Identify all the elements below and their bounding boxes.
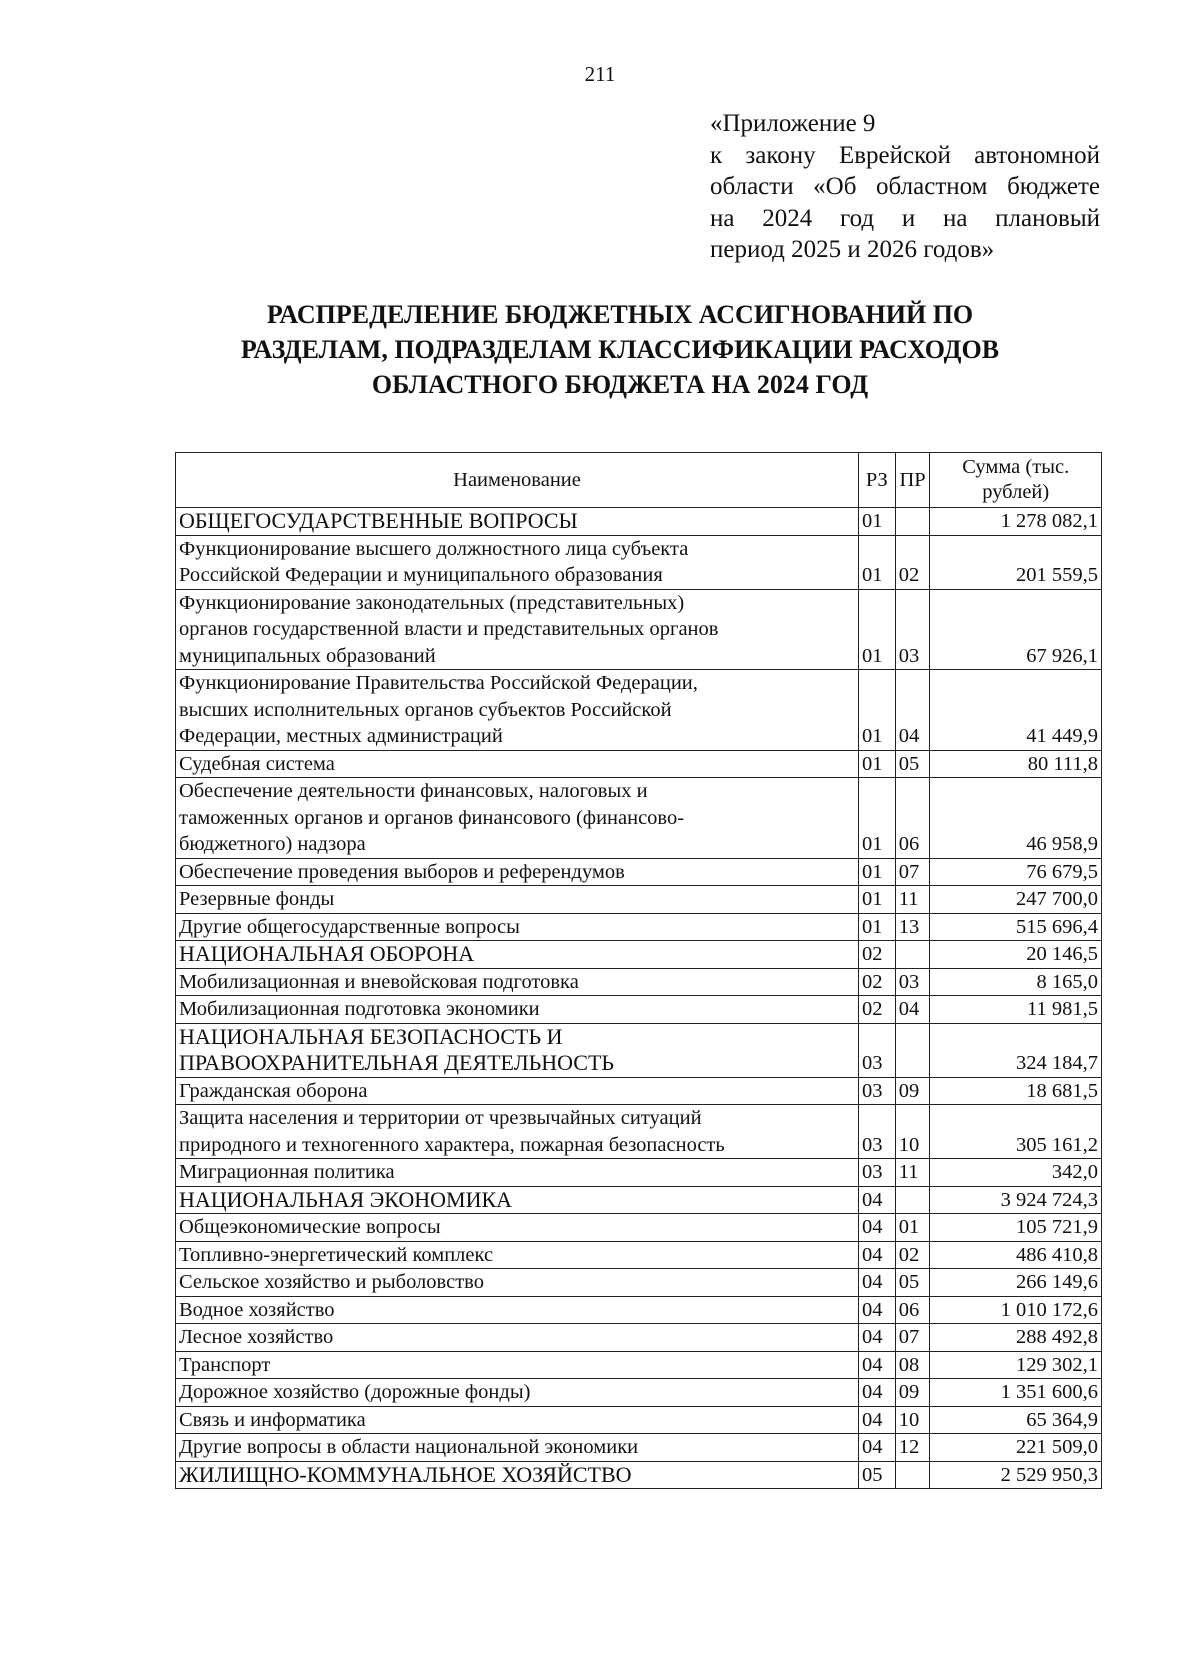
row-sum: 486 410,8	[930, 1241, 1102, 1269]
row-name-line: Функционирование Правительства Российской Федерации,	[179, 672, 698, 694]
row-pr: 05	[895, 750, 930, 778]
table-row	[176, 886, 1102, 914]
row-name	[176, 1406, 859, 1434]
table-row	[176, 1105, 1102, 1159]
row-sum: 1 351 600,6	[930, 1379, 1102, 1407]
row-pr: 06	[895, 778, 930, 859]
appendix-note	[710, 108, 1100, 266]
appendix-line: к закону Еврейской автономной	[710, 141, 1100, 169]
title-line: РАСПРЕДЕЛЕНИЕ БЮДЖЕТНЫХ АССИГНОВАНИЙ ПО	[266, 300, 974, 329]
row-name-line: Гражданская оборона	[179, 1079, 368, 1102]
row-name	[176, 996, 859, 1024]
row-rz: 04	[859, 1296, 896, 1324]
row-name	[176, 913, 859, 941]
table-row	[176, 1077, 1102, 1105]
row-name	[176, 1159, 859, 1187]
row-name-line: Мобилизационная подготовка экономики	[179, 998, 540, 1020]
row-sum: 247 700,0	[930, 886, 1102, 914]
row-pr: 10	[895, 1105, 930, 1159]
row-sum: 324 184,7	[930, 1023, 1102, 1077]
row-rz: 01	[859, 778, 896, 859]
row-name-line: высших исполнительных органов субъектов Российской	[179, 698, 672, 721]
row-pr: 06	[895, 1296, 930, 1324]
row-sum: 129 302,1	[930, 1351, 1102, 1379]
row-rz: 02	[859, 968, 896, 996]
row-pr	[895, 1023, 930, 1077]
header-rz: РЗ	[859, 453, 896, 508]
table-row	[176, 1269, 1102, 1297]
table-row	[176, 750, 1102, 778]
row-name-line: природного и техногенного характера, пожарная безопасность	[179, 1133, 725, 1156]
row-pr: 01	[895, 1214, 930, 1242]
row-sum: 8 165,0	[930, 968, 1102, 996]
row-name-line: таможенных органов и органов финансового (финансово-	[179, 806, 685, 829]
table-row	[176, 1214, 1102, 1242]
row-name-line: Российской Федерации и муниципального образования	[179, 564, 663, 586]
row-name-line: Водное хозяйство	[179, 1298, 335, 1321]
row-name	[176, 508, 859, 536]
row-sum: 105 721,9	[930, 1214, 1102, 1242]
table-row	[176, 996, 1102, 1024]
row-name-line: ПРАВООХРАНИТЕЛЬНАЯ ДЕЯТЕЛЬНОСТЬ	[179, 1050, 615, 1075]
appendix-line: области «Об областном бюджете	[710, 173, 1100, 200]
row-name-line: Функционирование высшего должностного лица субъекта	[179, 537, 689, 560]
row-rz: 03	[859, 1159, 896, 1187]
row-name-line: Топливно-энергетический комплекс	[179, 1243, 494, 1266]
table-row	[176, 1159, 1102, 1187]
row-sum: 1 010 172,6	[930, 1296, 1102, 1324]
table-row	[176, 1324, 1102, 1352]
row-name	[176, 535, 859, 589]
row-name	[176, 1023, 859, 1077]
row-sum: 3 924 724,3	[930, 1186, 1102, 1214]
row-pr: 13	[895, 913, 930, 941]
row-name-line: НАЦИОНАЛЬНАЯ ЭКОНОМИКА	[179, 1186, 513, 1212]
row-name	[176, 1214, 859, 1242]
row-rz: 04	[859, 1269, 896, 1297]
title-line: ОБЛАСТНОГО БЮДЖЕТА НА 2024 ГОД	[371, 370, 869, 399]
row-rz: 02	[859, 941, 896, 969]
row-sum: 288 492,8	[930, 1324, 1102, 1352]
row-rz: 04	[859, 1379, 896, 1407]
row-sum: 67 926,1	[930, 589, 1102, 670]
budget-table	[175, 452, 1102, 1489]
row-sum: 41 449,9	[930, 670, 1102, 751]
row-name-line: ЖИЛИЩНО-КОММУНАЛЬНОЕ ХОЗЯЙСТВО	[179, 1461, 632, 1487]
row-name-line: Другие вопросы в области национальной экономики	[179, 1436, 639, 1458]
row-name-line: Транспорт	[179, 1353, 271, 1376]
row-pr: 09	[895, 1379, 930, 1407]
row-name	[176, 1434, 859, 1462]
row-rz: 05	[859, 1461, 896, 1489]
row-name-line: Лесное хозяйство	[179, 1326, 334, 1348]
row-name	[176, 1461, 859, 1489]
row-rz: 04	[859, 1241, 896, 1269]
row-name-line: НАЦИОНАЛЬНАЯ БЕЗОПАСНОСТЬ И	[179, 1023, 563, 1049]
table-row	[176, 1186, 1102, 1214]
row-pr: 07	[895, 1324, 930, 1352]
row-sum: 76 679,5	[930, 858, 1102, 886]
row-name-line: Другие общегосударственные вопросы	[179, 915, 520, 938]
row-sum: 11 981,5	[930, 996, 1102, 1024]
row-name-line: Дорожное хозяйство (дорожные фонды)	[179, 1381, 531, 1403]
table-row	[176, 941, 1102, 969]
table-row	[176, 778, 1102, 859]
table-row	[176, 1406, 1102, 1434]
row-name	[176, 858, 859, 886]
row-rz: 04	[859, 1324, 896, 1352]
row-name	[176, 1324, 859, 1352]
row-rz: 03	[859, 1105, 896, 1159]
row-pr	[895, 1461, 930, 1489]
row-name	[176, 1351, 859, 1379]
table-row	[176, 858, 1102, 886]
row-sum: 2 529 950,3	[930, 1461, 1102, 1489]
row-name	[176, 1241, 859, 1269]
row-name	[176, 886, 859, 914]
table-row	[176, 913, 1102, 941]
row-name	[176, 778, 859, 859]
row-pr: 11	[895, 886, 930, 914]
row-sum: 266 149,6	[930, 1269, 1102, 1297]
row-name-line: Мобилизационная и вневойсковая подготовка	[179, 970, 579, 993]
row-name-line: Судебная система	[179, 752, 335, 775]
row-name-line: ОБЩЕГОСУДАРСТВЕННЫЕ ВОПРОСЫ	[179, 508, 578, 533]
table-row	[176, 535, 1102, 589]
row-name-line: НАЦИОНАЛЬНАЯ ОБОРОНА	[179, 941, 475, 966]
table-row	[176, 1296, 1102, 1324]
table-row	[176, 508, 1102, 536]
row-sum: 80 111,8	[930, 750, 1102, 778]
row-rz: 04	[859, 1434, 896, 1462]
row-name-line: Обеспечение проведения выборов и референдумов	[179, 860, 625, 883]
table-row	[176, 1351, 1102, 1379]
row-rz: 04	[859, 1214, 896, 1242]
row-name	[176, 1186, 859, 1214]
table-row	[176, 589, 1102, 670]
document-title	[160, 297, 1080, 402]
row-name	[176, 941, 859, 969]
row-pr	[895, 508, 930, 536]
row-pr: 12	[895, 1434, 930, 1462]
row-pr: 03	[895, 968, 930, 996]
header-sum: Сумма (тыс. рублей)	[930, 453, 1102, 508]
row-rz: 04	[859, 1186, 896, 1214]
row-name	[176, 1379, 859, 1407]
table-row	[176, 1379, 1102, 1407]
row-sum: 18 681,5	[930, 1077, 1102, 1105]
row-rz: 03	[859, 1023, 896, 1077]
table-row	[176, 670, 1102, 751]
table-row	[176, 1241, 1102, 1269]
row-pr: 02	[895, 535, 930, 589]
row-pr: 02	[895, 1241, 930, 1269]
row-sum: 221 509,0	[930, 1434, 1102, 1462]
row-sum: 342,0	[930, 1159, 1102, 1187]
row-rz: 01	[859, 913, 896, 941]
row-pr: 07	[895, 858, 930, 886]
header-name: Наименование	[176, 453, 859, 508]
row-name	[176, 1296, 859, 1324]
row-name-line: Обеспечение деятельности финансовых, налоговых и	[179, 780, 648, 802]
table-row	[176, 968, 1102, 996]
row-sum: 201 559,5	[930, 535, 1102, 589]
row-sum: 20 146,5	[930, 941, 1102, 969]
table-body	[176, 508, 1102, 1489]
row-sum: 515 696,4	[930, 913, 1102, 941]
row-name-line: Функционирование законодательных (представительных)	[179, 591, 685, 614]
row-name	[176, 670, 859, 751]
row-pr: 09	[895, 1077, 930, 1105]
row-pr	[895, 1186, 930, 1214]
row-rz: 04	[859, 1351, 896, 1379]
row-rz: 01	[859, 886, 896, 914]
row-sum: 305 161,2	[930, 1105, 1102, 1159]
row-sum: 65 364,9	[930, 1406, 1102, 1434]
row-name	[176, 1269, 859, 1297]
row-pr: 11	[895, 1159, 930, 1187]
page-number: 211	[584, 62, 616, 86]
row-rz: 01	[859, 508, 896, 536]
row-pr: 04	[895, 996, 930, 1024]
row-name	[176, 968, 859, 996]
appendix-line: период 2025 и 2026 годов»	[710, 236, 995, 263]
row-sum: 1 278 082,1	[930, 508, 1102, 536]
appendix-line: на 2024 год и на плановый	[710, 204, 1100, 232]
row-name-line: органов государственной власти и представительных органов	[179, 618, 719, 640]
row-name-line: Общеэкономические вопросы	[179, 1216, 441, 1238]
row-rz: 04	[859, 1406, 896, 1434]
row-pr: 04	[895, 670, 930, 751]
row-name-line: муниципальных образований	[179, 644, 436, 667]
row-name	[176, 1077, 859, 1105]
table-row	[176, 1461, 1102, 1489]
row-name-line: Миграционная политика	[179, 1161, 395, 1183]
row-name-line: Федерации, местных администраций	[179, 725, 503, 747]
row-rz: 02	[859, 996, 896, 1024]
row-name-line: Сельское хозяйство и рыболовство	[179, 1271, 484, 1293]
row-name	[176, 750, 859, 778]
row-pr	[895, 941, 930, 969]
row-name-line: Резервные фонды	[179, 888, 335, 910]
row-name	[176, 589, 859, 670]
row-name-line: бюджетного) надзора	[179, 833, 366, 855]
row-pr: 03	[895, 589, 930, 670]
table-row	[176, 1434, 1102, 1462]
row-rz: 01	[859, 858, 896, 886]
row-name-line: Защита населения и территории от чрезвычайных ситуаций	[179, 1107, 702, 1129]
row-name-line: Связь и информатика	[179, 1408, 366, 1431]
row-pr: 05	[895, 1269, 930, 1297]
row-sum: 46 958,9	[930, 778, 1102, 859]
row-rz: 01	[859, 535, 896, 589]
row-rz: 01	[859, 750, 896, 778]
header-pr: ПР	[895, 453, 930, 508]
appendix-line: «Приложение 9	[710, 110, 876, 137]
title-line: РАЗДЕЛАМ, ПОДРАЗДЕЛАМ КЛАССИФИКАЦИИ РАСХОДОВ	[240, 335, 1000, 364]
table-row	[176, 1023, 1102, 1077]
row-pr: 08	[895, 1351, 930, 1379]
row-rz: 01	[859, 670, 896, 751]
row-rz: 03	[859, 1077, 896, 1105]
row-rz: 01	[859, 589, 896, 670]
row-name	[176, 1105, 859, 1159]
row-pr: 10	[895, 1406, 930, 1434]
table-header-row	[176, 453, 1102, 508]
